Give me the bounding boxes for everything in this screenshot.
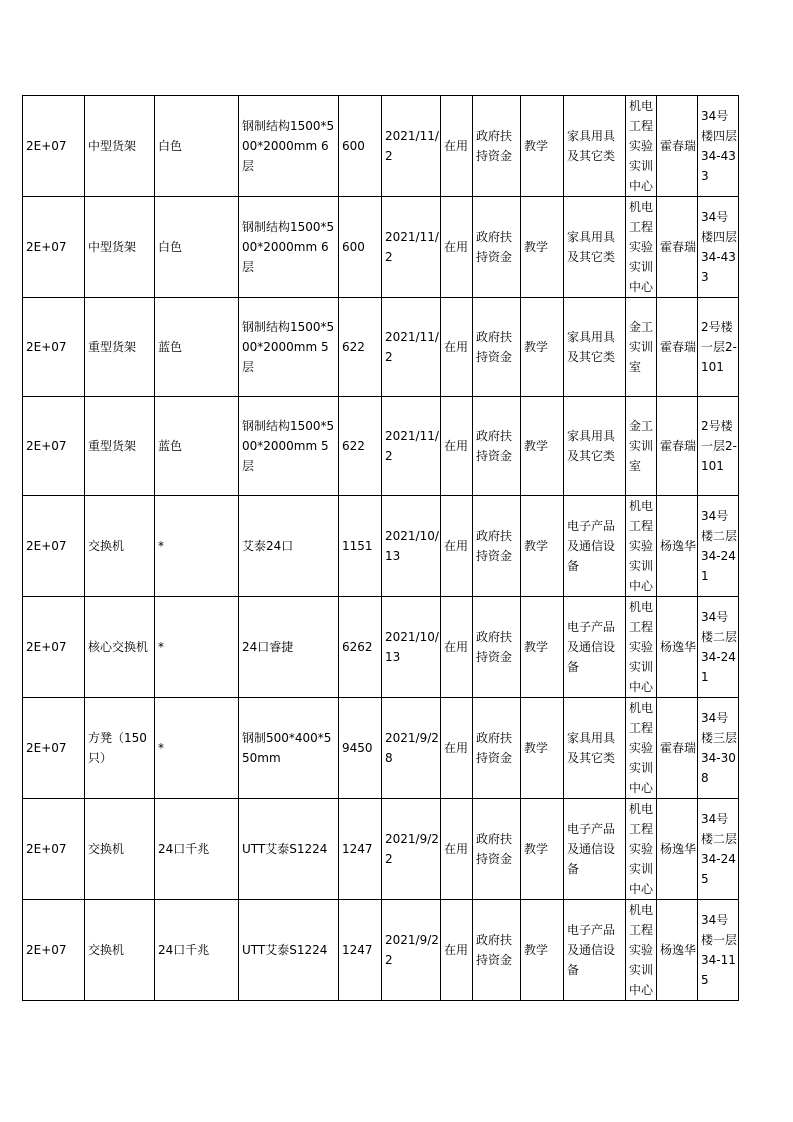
table-row (23, 698, 739, 799)
keeper-cell: 霍春瑞 (657, 397, 698, 496)
acquisition-date-cell: 2021/10/13 (382, 496, 441, 597)
asset-code-cell: 2E+07 (23, 799, 85, 900)
color-model-cell: 白色 (155, 96, 239, 197)
funding-source-cell: 政府扶持资金 (473, 799, 521, 900)
asset-name-cell: 交换机 (85, 900, 155, 1001)
keeper-cell: 杨逸华 (657, 799, 698, 900)
asset-code-cell: 2E+07 (23, 496, 85, 597)
table-row (23, 96, 739, 197)
asset-code-cell: 2E+07 (23, 197, 85, 298)
price-cell: 1247 (339, 900, 382, 1001)
table-row (23, 197, 739, 298)
keeper-cell: 杨逸华 (657, 900, 698, 1001)
color-model-cell: 蓝色 (155, 298, 239, 397)
category-cell: 电子产品及通信设备 (564, 496, 626, 597)
usage-cell: 教学 (521, 597, 564, 698)
color-model-cell: 白色 (155, 197, 239, 298)
specification-cell: 钢制结构1500*500*2000mm 5层 (239, 397, 339, 496)
category-cell: 家具用具及其它类 (564, 698, 626, 799)
category-cell: 电子产品及通信设备 (564, 900, 626, 1001)
funding-source-cell: 政府扶持资金 (473, 96, 521, 197)
location-cell: 2号楼一层2-101 (698, 397, 739, 496)
location-cell: 34号楼二层34-241 (698, 496, 739, 597)
department-cell: 机电工程实验实训中心 (626, 698, 657, 799)
asset-code-cell: 2E+07 (23, 96, 85, 197)
status-cell: 在用 (441, 397, 473, 496)
color-model-cell: * (155, 698, 239, 799)
color-model-cell: * (155, 496, 239, 597)
table-row (23, 900, 739, 1001)
status-cell: 在用 (441, 298, 473, 397)
keeper-cell: 霍春瑞 (657, 298, 698, 397)
location-cell: 34号楼四层34-433 (698, 197, 739, 298)
usage-cell: 教学 (521, 197, 564, 298)
department-cell: 机电工程实验实训中心 (626, 597, 657, 698)
location-cell: 34号楼一层34-115 (698, 900, 739, 1001)
usage-cell: 教学 (521, 397, 564, 496)
department-cell: 金工实训室 (626, 397, 657, 496)
funding-source-cell: 政府扶持资金 (473, 298, 521, 397)
location-cell: 34号楼二层34-241 (698, 597, 739, 698)
usage-cell: 教学 (521, 96, 564, 197)
price-cell: 600 (339, 197, 382, 298)
department-cell: 机电工程实验实训中心 (626, 900, 657, 1001)
usage-cell: 教学 (521, 799, 564, 900)
keeper-cell: 杨逸华 (657, 597, 698, 698)
category-cell: 家具用具及其它类 (564, 197, 626, 298)
keeper-cell: 霍春瑞 (657, 96, 698, 197)
usage-cell: 教学 (521, 698, 564, 799)
price-cell: 9450 (339, 698, 382, 799)
status-cell: 在用 (441, 698, 473, 799)
specification-cell: UTT艾泰S1224 (239, 900, 339, 1001)
acquisition-date-cell: 2021/11/2 (382, 197, 441, 298)
status-cell: 在用 (441, 900, 473, 1001)
specification-cell: 钢制结构1500*500*2000mm 6层 (239, 197, 339, 298)
status-cell: 在用 (441, 496, 473, 597)
price-cell: 1151 (339, 496, 382, 597)
asset-code-cell: 2E+07 (23, 298, 85, 397)
location-cell: 34号楼二层34-245 (698, 799, 739, 900)
location-cell: 34号楼三层34-308 (698, 698, 739, 799)
acquisition-date-cell: 2021/11/2 (382, 397, 441, 496)
color-model-cell: * (155, 597, 239, 698)
status-cell: 在用 (441, 799, 473, 900)
asset-code-cell: 2E+07 (23, 597, 85, 698)
funding-source-cell: 政府扶持资金 (473, 597, 521, 698)
department-cell: 机电工程实验实训中心 (626, 496, 657, 597)
specification-cell: 艾泰24口 (239, 496, 339, 597)
asset-name-cell: 核心交换机 (85, 597, 155, 698)
asset-name-cell: 中型货架 (85, 197, 155, 298)
category-cell: 电子产品及通信设备 (564, 799, 626, 900)
specification-cell: 钢制结构1500*500*2000mm 5层 (239, 298, 339, 397)
usage-cell: 教学 (521, 298, 564, 397)
department-cell: 机电工程实验实训中心 (626, 799, 657, 900)
table-row (23, 799, 739, 900)
acquisition-date-cell: 2021/11/2 (382, 298, 441, 397)
usage-cell: 教学 (521, 496, 564, 597)
location-cell: 34号楼四层34-433 (698, 96, 739, 197)
price-cell: 622 (339, 397, 382, 496)
department-cell: 金工实训室 (626, 298, 657, 397)
asset-code-cell: 2E+07 (23, 698, 85, 799)
keeper-cell: 霍春瑞 (657, 698, 698, 799)
table-row (23, 496, 739, 597)
status-cell: 在用 (441, 96, 473, 197)
asset-code-cell: 2E+07 (23, 900, 85, 1001)
asset-name-cell: 中型货架 (85, 96, 155, 197)
acquisition-date-cell: 2021/9/22 (382, 799, 441, 900)
acquisition-date-cell: 2021/11/2 (382, 96, 441, 197)
table-row (23, 397, 739, 496)
asset-name-cell: 交换机 (85, 799, 155, 900)
funding-source-cell: 政府扶持资金 (473, 197, 521, 298)
color-model-cell: 24口千兆 (155, 799, 239, 900)
specification-cell: 24口睿捷 (239, 597, 339, 698)
category-cell: 家具用具及其它类 (564, 298, 626, 397)
location-cell: 2号楼一层2-101 (698, 298, 739, 397)
status-cell: 在用 (441, 597, 473, 698)
specification-cell: 钢制500*400*550mm (239, 698, 339, 799)
department-cell: 机电工程实验实训中心 (626, 96, 657, 197)
specification-cell: 钢制结构1500*500*2000mm 6层 (239, 96, 339, 197)
table-row (23, 597, 739, 698)
keeper-cell: 霍春瑞 (657, 197, 698, 298)
table-row (23, 298, 739, 397)
asset-name-cell: 重型货架 (85, 298, 155, 397)
category-cell: 家具用具及其它类 (564, 96, 626, 197)
category-cell: 电子产品及通信设备 (564, 597, 626, 698)
acquisition-date-cell: 2021/9/28 (382, 698, 441, 799)
color-model-cell: 24口千兆 (155, 900, 239, 1001)
color-model-cell: 蓝色 (155, 397, 239, 496)
status-cell: 在用 (441, 197, 473, 298)
price-cell: 6262 (339, 597, 382, 698)
department-cell: 机电工程实验实训中心 (626, 197, 657, 298)
funding-source-cell: 政府扶持资金 (473, 698, 521, 799)
keeper-cell: 杨逸华 (657, 496, 698, 597)
asset-name-cell: 方凳（150只） (85, 698, 155, 799)
specification-cell: UTT艾泰S1224 (239, 799, 339, 900)
asset-table (22, 95, 739, 1001)
table-body (23, 96, 739, 1001)
funding-source-cell: 政府扶持资金 (473, 496, 521, 597)
funding-source-cell: 政府扶持资金 (473, 900, 521, 1001)
price-cell: 600 (339, 96, 382, 197)
category-cell: 家具用具及其它类 (564, 397, 626, 496)
price-cell: 622 (339, 298, 382, 397)
usage-cell: 教学 (521, 900, 564, 1001)
price-cell: 1247 (339, 799, 382, 900)
asset-name-cell: 交换机 (85, 496, 155, 597)
asset-name-cell: 重型货架 (85, 397, 155, 496)
asset-code-cell: 2E+07 (23, 397, 85, 496)
funding-source-cell: 政府扶持资金 (473, 397, 521, 496)
acquisition-date-cell: 2021/10/13 (382, 597, 441, 698)
acquisition-date-cell: 2021/9/22 (382, 900, 441, 1001)
